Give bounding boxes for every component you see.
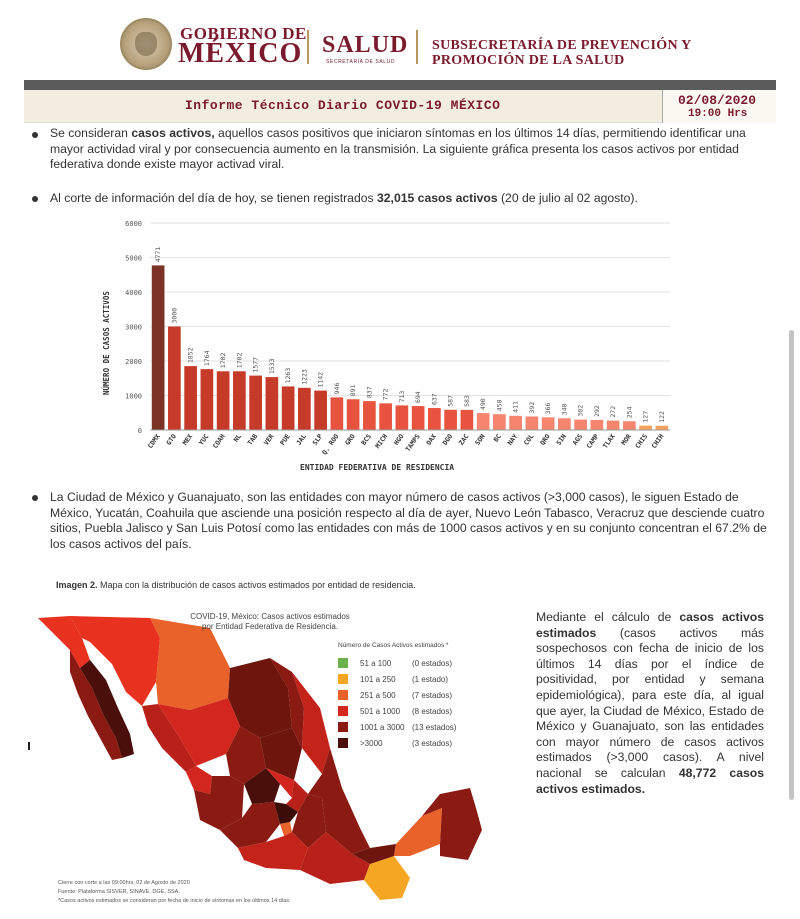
chart-y-tick-label: 5000 (125, 254, 142, 263)
legend-count: (8 estados) (412, 706, 453, 716)
legend-range: >3000 (360, 738, 383, 748)
chart-bar (591, 420, 604, 430)
gobierno-label: GOBIERNO DE (180, 24, 307, 43)
chart-y-tick-label: 1000 (125, 392, 142, 401)
text-bold: 48,772 casos activos estimados. (536, 765, 764, 796)
chart-data-label: 411 (511, 401, 520, 413)
chart-x-tick-label: CHIH (649, 432, 666, 450)
chart-x-tick-label: TAMPS (403, 432, 422, 454)
map-caption (56, 580, 416, 590)
legend-range: 51 a 100 (360, 658, 392, 668)
chart-data-label: 891 (349, 384, 358, 397)
chart-bar (558, 418, 571, 430)
chart-data-label: 1533 (267, 358, 276, 375)
chart-data-label: 272 (609, 405, 618, 418)
chart-data-label: 490 (479, 398, 488, 411)
chart-bar (623, 421, 636, 430)
legend-row (338, 687, 456, 703)
header-divider (416, 30, 418, 64)
subsecretaria-line2: PROMOCIÓN DE LA SALUD (432, 53, 625, 68)
chart-bar (412, 406, 425, 430)
legend-row (338, 703, 456, 719)
chart-x-tick-label: GTO (164, 432, 179, 447)
chart-bar (347, 399, 360, 430)
chart-data-label: 292 (592, 405, 601, 417)
map-footnote-cutoff: Cierre con corte a las 09:00hrs, 02 de Agosto de 2020 (58, 880, 190, 886)
legend-count: (0 estados) (412, 658, 453, 668)
chart-data-label: 713 (397, 390, 406, 403)
chart-x-tick-label: SIN (554, 432, 569, 447)
chart-bar (461, 410, 474, 430)
chart-data-label: 302 (576, 404, 585, 417)
chart-bar (607, 421, 620, 430)
text-span: Al corte de información del día de hoy, se tienen registrados (50, 191, 377, 205)
chart-x-tick-label: DGO (440, 432, 455, 447)
chart-y-tick-label: 3000 (125, 323, 142, 332)
legend-row (338, 655, 456, 671)
chart-bar (396, 405, 409, 430)
chart-bar (266, 377, 279, 430)
legend-count: (3 estados) (412, 738, 453, 748)
chart-data-label: 4771 (154, 246, 163, 263)
chart-x-tick-label: SON (473, 432, 487, 447)
report-date: 02/08/2020 (678, 93, 757, 108)
map-region-campeche (394, 808, 442, 856)
salud-sublabel: SECRETARÍA DE SALUD (326, 59, 396, 65)
chart-data-label: 1142 (316, 371, 325, 388)
chart-x-tick-label: TAB (245, 432, 260, 447)
scrollbar[interactable] (789, 330, 794, 800)
chart-bar (168, 327, 181, 431)
legend-range: 251 a 500 (360, 690, 396, 700)
chart-bar (574, 420, 587, 430)
map-footnote-source: Fuente: Plataforma SISVER, SINAVE, DGE, SSA. (58, 889, 180, 895)
map-caption-bold: Imagen 2. (56, 580, 98, 590)
chart-data-label: 366 (544, 402, 553, 415)
legend-swatch (338, 674, 348, 684)
map-region-nayarit (186, 766, 212, 794)
text-bold: casos activos estimados (536, 610, 764, 640)
chart-bar (184, 366, 197, 430)
active-cases-bar-chart (100, 215, 680, 480)
chart-y-tick-label: 4000 (125, 289, 142, 297)
chart-x-tick-label: CAMP (584, 432, 601, 450)
chart-data-label: 772 (381, 388, 390, 401)
paragraph-entities-ranking: La Ciudad de México y Guanajuato, son las entidades con mayor número de casos activos (>3,000 casos), le siguen Estado de México, Yucatán, Coahuila que asciende una posición respecto al día de ayer, Nuevo León Tabasco, Veracruz que desciende cuatro sitios, Puebla Jalisco y San Luis Potosí como las entidades con más de 1000 casos activos y en su conjunto concentran el 67.2% de los casos activos del país. (50, 490, 767, 551)
chart-x-tick-label: SLP (310, 432, 325, 447)
text-span: (casos activos más sospechosos con fecha de inicio de los últimos 14 días por el índice de positividad, por entidad y semana epidemiológica), para este día, al igual que ayer, la Ciudad de México, Estado de México y Guanajuato, son las entidades con mayor número de casos activos estimados (>3,000 casos). A nivel nacional se calculan (536, 625, 764, 780)
chart-x-tick-label: NL (231, 432, 244, 444)
legend-swatch (338, 738, 348, 748)
chart-x-tick-label: AGS (570, 432, 585, 447)
chart-data-label: 1702 (219, 352, 228, 369)
chart-y-tick-label: 6000 (125, 220, 142, 228)
bullet-icon (32, 495, 38, 501)
chart-data-label: 1223 (300, 369, 309, 385)
chart-x-tick-label: MEX (180, 432, 195, 447)
text-bold: casos activos, (131, 126, 215, 140)
chart-data-label: 1702 (235, 352, 244, 369)
chart-bar (379, 403, 392, 430)
chart-x-tick-label: MICH (373, 432, 390, 450)
chart-data-label: 392 (527, 401, 536, 414)
chart-bar (509, 416, 522, 430)
subsecretaria-label (432, 38, 692, 68)
chart-x-tick-label: JAL (294, 432, 309, 447)
chart-y-tick-label: 0 (137, 427, 142, 435)
chart-data-label: 340 (560, 403, 569, 416)
chart-data-label: 122 (657, 411, 666, 423)
chart-x-tick-label: ZAC (457, 432, 471, 447)
chart-x-tick-label: BCS (359, 432, 374, 447)
chart-data-label: 946 (332, 382, 341, 395)
text-span: (20 de julio al 02 agosto). (497, 191, 638, 205)
chart-bar (314, 391, 327, 430)
text-span: Mediante el cálculo de (536, 610, 680, 624)
national-seal-icon (120, 18, 172, 70)
map-footnote-definition: *Casos activos estimados se consideran por fecha de inicio de síntomas en los últimos 14 días. (58, 898, 291, 904)
map-title-line1: COVID-19, México: Casos activos estimados (190, 612, 350, 621)
legend-row (338, 735, 456, 751)
chart-bar (656, 426, 669, 430)
chart-data-label: 583 (462, 395, 471, 407)
chart-bar (428, 408, 441, 430)
legend-row (338, 671, 456, 687)
map-legend (338, 642, 456, 751)
text-bold: 32,015 casos activos (377, 191, 498, 205)
chart-x-tick-label: COAH (211, 432, 227, 450)
legend-row (338, 719, 456, 735)
chart-data-label: 127 (641, 410, 650, 423)
legend-swatch (338, 722, 348, 732)
map-title-line2: por Entidad Federativa de Residencia. (201, 622, 339, 631)
chart-bar (298, 388, 311, 430)
legend-count: (7 estados) (412, 690, 453, 700)
text-span: Se consideran (50, 126, 132, 140)
chart-x-tick-label: OAX (424, 432, 439, 447)
chart-bar (542, 417, 555, 430)
legend-swatch (338, 706, 348, 716)
chart-data-label: 3000 (170, 307, 179, 324)
text-span: aquellos casos positivos que iniciaron síntomas en los últimos 14 días, permitiendo identificar una mayor actividad viral y por consecuencia aumento en la transmisión. La siguiente gráfica presenta los casos activos por entidad federativa donde existe mayor activad viral. (50, 126, 746, 171)
chart-data-label: 587 (446, 394, 455, 407)
map-title (180, 612, 360, 632)
paragraph-active-cases-definition (50, 126, 776, 173)
chart-bar (363, 401, 376, 430)
chart-bar (217, 371, 230, 430)
bullet-icon (32, 196, 38, 202)
report-time: 19:00 Hrs (688, 108, 748, 120)
chart-x-tick-label: TLAX (601, 432, 617, 450)
map-region-quintana-roo (440, 808, 482, 860)
chart-x-tick-label: MOR (619, 432, 634, 447)
chart-x-tick-label: NAY (505, 432, 520, 447)
chart-x-tick-label: COL (522, 432, 536, 447)
legend-range: 501 a 1000 (360, 706, 401, 716)
chart-x-tick-label: HGO (392, 432, 406, 447)
chart-x-tick-label: QRO (538, 432, 552, 447)
salud-label: SALUD (322, 32, 409, 58)
chart-bar (639, 426, 652, 430)
chart-bar (282, 386, 295, 430)
chart-data-label: 254 (625, 406, 634, 419)
chart-x-tick-label: CHIS (633, 432, 650, 450)
chart-data-label: 837 (365, 386, 374, 399)
legend-count: (1 estado) (412, 674, 449, 684)
header-divider (307, 30, 309, 64)
paragraph-active-cases-total (50, 191, 776, 207)
chart-bar (444, 410, 457, 430)
chart-data-label: 1263 (284, 367, 293, 384)
chart-bar (152, 265, 165, 430)
chart-x-tick-label: YUC (197, 432, 211, 447)
chart-data-label: 1577 (251, 356, 260, 373)
chart-data-label: 637 (430, 393, 439, 406)
chart-bar (477, 413, 490, 430)
chart-x-tick-label: CDMX (146, 432, 162, 450)
chart-x-tick-label: GRO (343, 432, 357, 447)
legend-title: Número de Casos Activos estimados * (338, 642, 449, 649)
chart-bar (331, 397, 344, 430)
legend-range: 1001 a 3000 (360, 722, 405, 732)
chart-y-tick-label: 2000 (125, 358, 142, 366)
legend-range: 101 a 250 (360, 674, 396, 684)
bullet-icon (32, 132, 38, 138)
chart-data-label: 458 (495, 399, 504, 412)
page-mark (28, 742, 30, 750)
chart-x-tick-label: PUE (278, 432, 292, 447)
chart-x-axis-title: ENTIDAD FEDERATIVA DE RESIDENCIA (300, 463, 455, 472)
chart-bar (233, 371, 246, 430)
page-header (0, 0, 800, 78)
mexico-label: MÉXICO (178, 38, 303, 69)
chart-bar (526, 416, 539, 430)
header-bar (24, 80, 776, 90)
chart-data-label: 1764 (202, 350, 211, 367)
chart-x-tick-label: BC (491, 432, 504, 444)
chart-y-axis-title: NÚMERO DE CASOS ACTIVOS (102, 291, 111, 395)
legend-swatch (338, 690, 348, 700)
map-caption-text: Mapa con la distribución de casos activos estimados por entidad de residencia. (97, 580, 416, 590)
chart-x-tick-label: VER (262, 432, 276, 447)
chart-bar (249, 376, 262, 430)
chart-bar (493, 414, 506, 430)
subsecretaria-line1: SUBSECRETARÍA DE PREVENCIÓN Y (432, 38, 692, 53)
legend-swatch (338, 658, 348, 668)
chart-x-tick-label: Q. ROO (320, 432, 341, 457)
report-title: Informe Técnico Diario COVID-19 MÉXICO (185, 98, 501, 113)
legend-count: (13 estados) (412, 722, 457, 732)
chart-data-label: 694 (414, 391, 423, 404)
chart-bar (201, 369, 214, 430)
chart-data-label: 1852 (186, 347, 195, 364)
estimated-cases-paragraph (536, 610, 764, 797)
